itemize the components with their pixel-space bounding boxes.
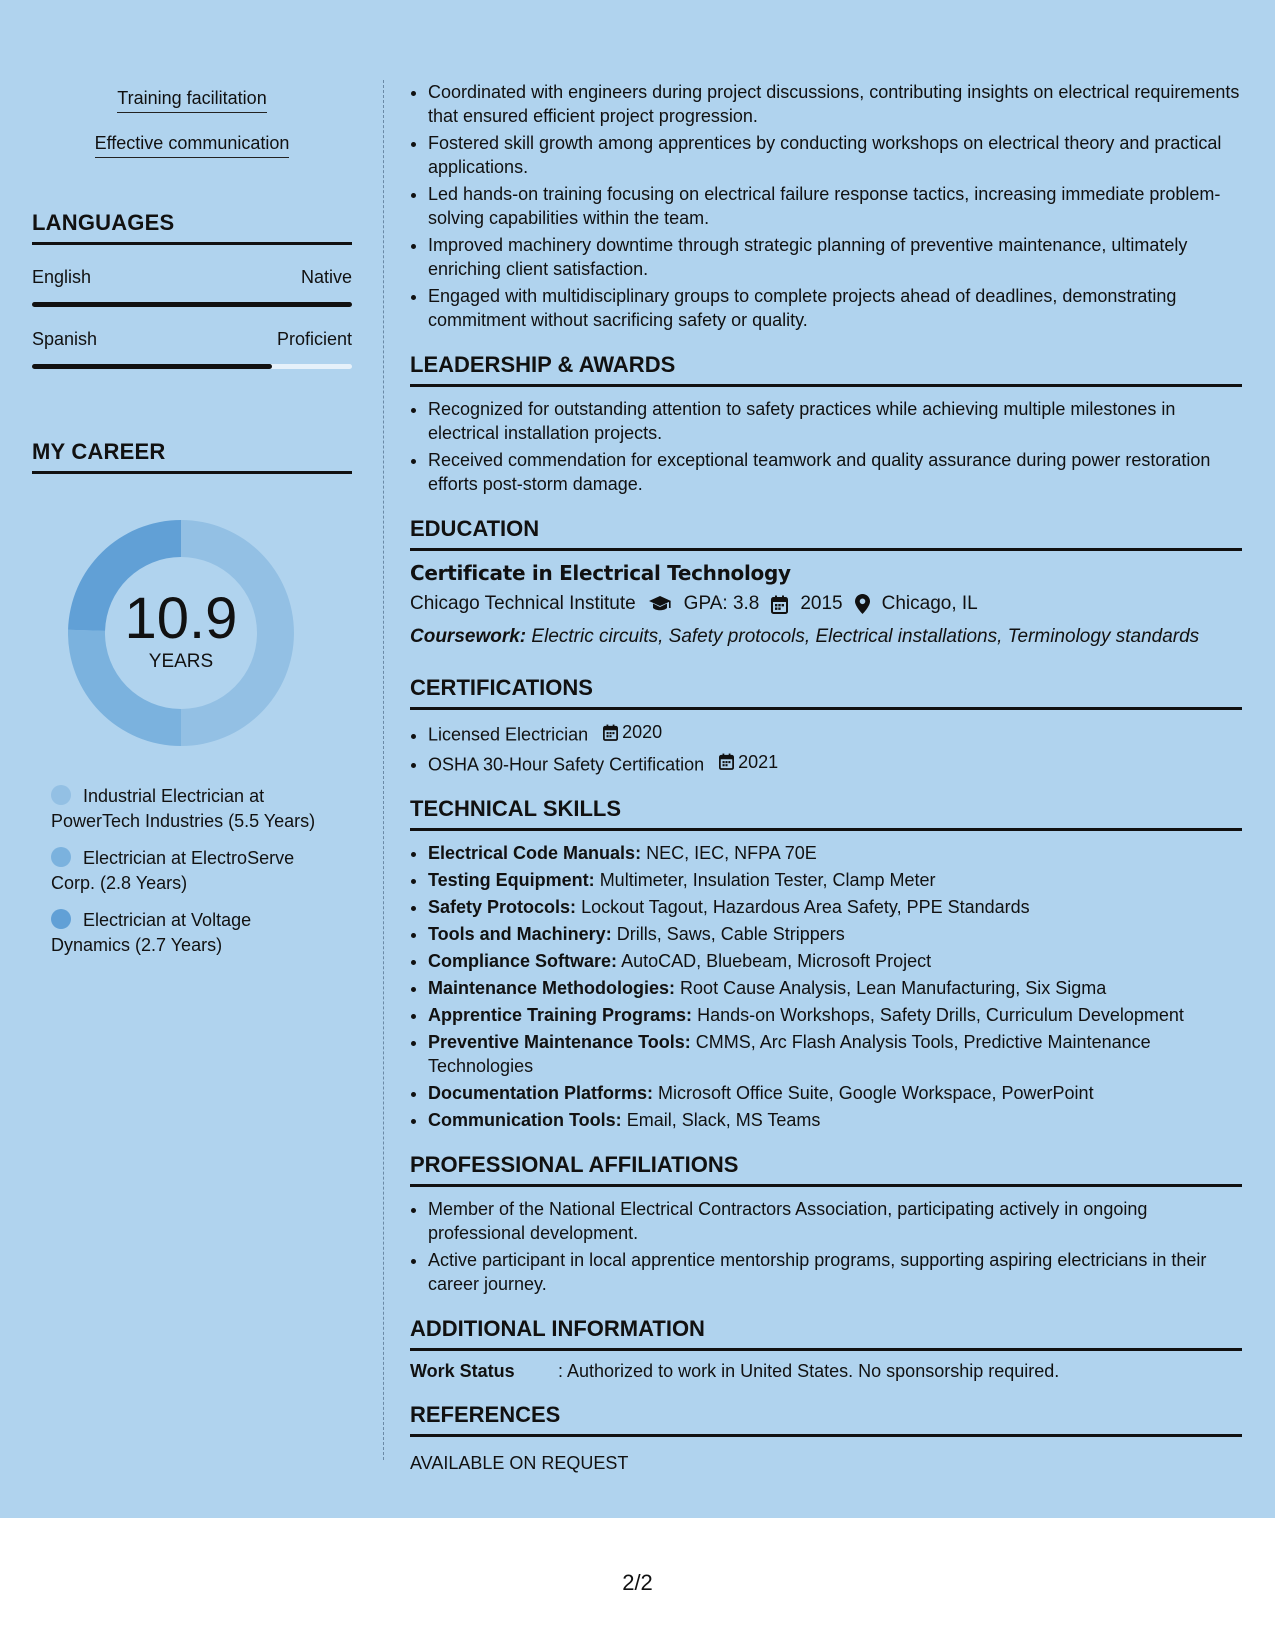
education-heading: EDUCATION [410, 516, 1242, 551]
technical-skill-item [428, 922, 1242, 946]
skill-value: CMMS, Arc Flash Analysis Tools, Predictive Maintenance Technologies [428, 1032, 1151, 1076]
legend-dot [51, 847, 71, 867]
education-year: 2015 [800, 593, 843, 614]
certifications-heading: CERTIFICATIONS [410, 675, 1242, 710]
technical-skill-item [428, 1003, 1242, 1027]
affiliation-item: • Member of the National Electrical Contractors Association, participating actively in ongoing professional development. [428, 1197, 1242, 1245]
skill-value: Drills, Saws, Cable Strippers [616, 924, 845, 944]
skill-tags [32, 80, 352, 170]
career-total-years: 10.9 [124, 586, 238, 651]
calendar-icon [603, 724, 618, 741]
language-level: Native [300, 267, 352, 287]
language-bar [32, 364, 352, 369]
skill-label: Preventive Maintenance Tools: [428, 1032, 691, 1052]
experience-bullet: • Engaged with multidisciplinary groups to complete projects ahead of deadlines, demonstrating commitment without sacrificing safety or quality. [428, 284, 1242, 332]
legend-item [51, 908, 321, 958]
column-divider [383, 80, 384, 1460]
page-number: 2/2 [622, 1570, 653, 1595]
legend-dot [51, 909, 71, 929]
skill-value: Lockout Tagout, Hazardous Area Safety, PPE Standards [581, 897, 1030, 917]
left-column [32, 80, 352, 970]
leadership-heading: LEADERSHIP & AWARDS [410, 352, 1242, 387]
language-item [32, 267, 352, 307]
legend-item [51, 846, 321, 896]
legend-label: Electrician at Voltage Dynamics (2.7 Years) [51, 910, 252, 955]
career-section [32, 439, 352, 958]
donut-center [66, 518, 296, 748]
affiliations-list [410, 1197, 1242, 1296]
languages-heading: LANGUAGES [32, 210, 352, 245]
skill-value: Hands-on Workshops, Safety Drills, Curriculum Development [697, 1005, 1184, 1025]
skill-value: Multimeter, Insulation Tester, Clamp Meter [599, 870, 936, 890]
technical-skill-item [428, 949, 1242, 973]
experience-bullet: • Fostered skill growth among apprentices by conducting workshops on electrical theory and practical applications. [428, 131, 1242, 179]
technical-skill-item [428, 976, 1242, 1000]
certification-item [428, 750, 1242, 777]
affiliation-item: • Active participant in local apprentice mentorship programs, supporting aspiring electricians in their career journey. [428, 1248, 1242, 1296]
graduation-cap-icon [648, 595, 672, 613]
skill-value: AutoCAD, Bluebeam, Microsoft Project [621, 951, 932, 971]
career-years-unit: YEARS [148, 651, 214, 672]
skill-value: Root Cause Analysis, Lean Manufacturing, Six Sigma [680, 978, 1107, 998]
affiliations-heading: PROFESSIONAL AFFILIATIONS [410, 1152, 1242, 1187]
technical-skills-list [410, 841, 1242, 1132]
calendar-icon [719, 753, 734, 770]
references-text: AVAILABLE ON REQUEST [410, 1453, 629, 1473]
career-legend [51, 784, 321, 958]
legend-label: Industrial Electrician at PowerTech Industries (5.5 Years) [51, 786, 316, 831]
certification-year: 2020 [622, 722, 663, 742]
skill-label: Tools and Machinery: [428, 924, 612, 944]
work-status-row [410, 1361, 1242, 1382]
references-heading: REFERENCES [410, 1402, 1242, 1437]
skill-value: Email, Slack, MS Teams [626, 1110, 821, 1130]
skill-value: Microsoft Office Suite, Google Workspace, PowerPoint [658, 1083, 1094, 1103]
education-gpa: GPA: 3.8 [683, 593, 760, 614]
technical-skill-item [428, 1081, 1242, 1105]
skill-label: Compliance Software: [428, 951, 618, 971]
legend-label: Electrician at ElectroServe Corp. (2.8 Years) [51, 848, 295, 893]
career-heading: MY CAREER [32, 439, 352, 474]
certification-item [428, 720, 1242, 747]
skill-label: Safety Protocols: [428, 897, 577, 917]
technical-skills-heading: TECHNICAL SKILLS [410, 796, 1242, 831]
technical-skill-item [428, 1108, 1242, 1132]
language-item [32, 329, 352, 369]
coursework-value: Electric circuits, Safety protocols, Electrical installations, Terminology standards [531, 626, 1200, 647]
legend-dot [51, 785, 71, 805]
leadership-item: • Recognized for outstanding attention to safety practices while achieving multiple milestones in electrical installation projects. [428, 397, 1242, 445]
education-details [410, 593, 1242, 615]
skill-label: Electrical Code Manuals: [428, 843, 642, 863]
skill-value: NEC, IEC, NFPA 70E [646, 843, 817, 863]
certifications-list [410, 720, 1242, 776]
language-bar [32, 302, 352, 307]
work-status-value: : Authorized to work in United States. No sponsorship required. [558, 1361, 1060, 1381]
certification-name: OSHA 30-Hour Safety Certification [428, 754, 705, 774]
calendar-icon [771, 595, 788, 614]
skill-tag: Effective communication [95, 133, 290, 158]
skill-label: Testing Equipment: [428, 870, 595, 890]
education-location: Chicago, IL [881, 593, 978, 614]
certification-year: 2021 [738, 751, 779, 772]
technical-skill-item [428, 868, 1242, 892]
language-bar-fill [32, 364, 272, 369]
language-level: Proficient [276, 329, 352, 349]
technical-skill-item [428, 841, 1242, 865]
experience-bullet: • Led hands-on training focusing on electrical failure response tactics, increasing immediate problem-solving capabilities within the team. [428, 182, 1242, 230]
languages-section [32, 210, 352, 369]
language-bar-fill [32, 302, 352, 307]
language-name: Spanish [32, 329, 98, 349]
experience-bullets [410, 80, 1242, 332]
coursework-label: Coursework: [410, 626, 527, 647]
additional-info-heading: ADDITIONAL INFORMATION [410, 1316, 1242, 1351]
certification-name: Licensed Electrician [428, 724, 589, 745]
skill-label: Documentation Platforms: [428, 1083, 654, 1103]
experience-bullet: • Coordinated with engineers during project discussions, contributing insights on electrical requirements that ensured efficient project progression. [428, 80, 1242, 128]
technical-skill-item [428, 895, 1242, 919]
legend-item [51, 784, 321, 834]
career-donut-chart [66, 518, 296, 748]
skill-label: Maintenance Methodologies: [428, 978, 676, 998]
experience-bullet: • Improved machinery downtime through strategic planning of preventive maintenance, ultimately enriching client satisfaction. [428, 233, 1242, 281]
education-school: Chicago Technical Institute [410, 593, 636, 614]
leadership-list [410, 397, 1242, 496]
leadership-item: • Received commendation for exceptional teamwork and quality assurance during power restoration efforts post-storm damage. [428, 448, 1242, 496]
skill-label: Apprentice Training Programs: [428, 1005, 693, 1025]
skill-label: Communication Tools: [428, 1110, 622, 1130]
technical-skill-item [428, 1030, 1242, 1078]
map-pin-icon [855, 594, 870, 614]
right-column [410, 80, 1242, 1474]
education-coursework [410, 625, 1242, 649]
education-degree: Certificate in Electrical Technology [410, 561, 791, 585]
skill-tag: Training facilitation [117, 88, 266, 113]
work-status-label: Work Status [410, 1361, 515, 1381]
language-name: English [32, 267, 92, 287]
